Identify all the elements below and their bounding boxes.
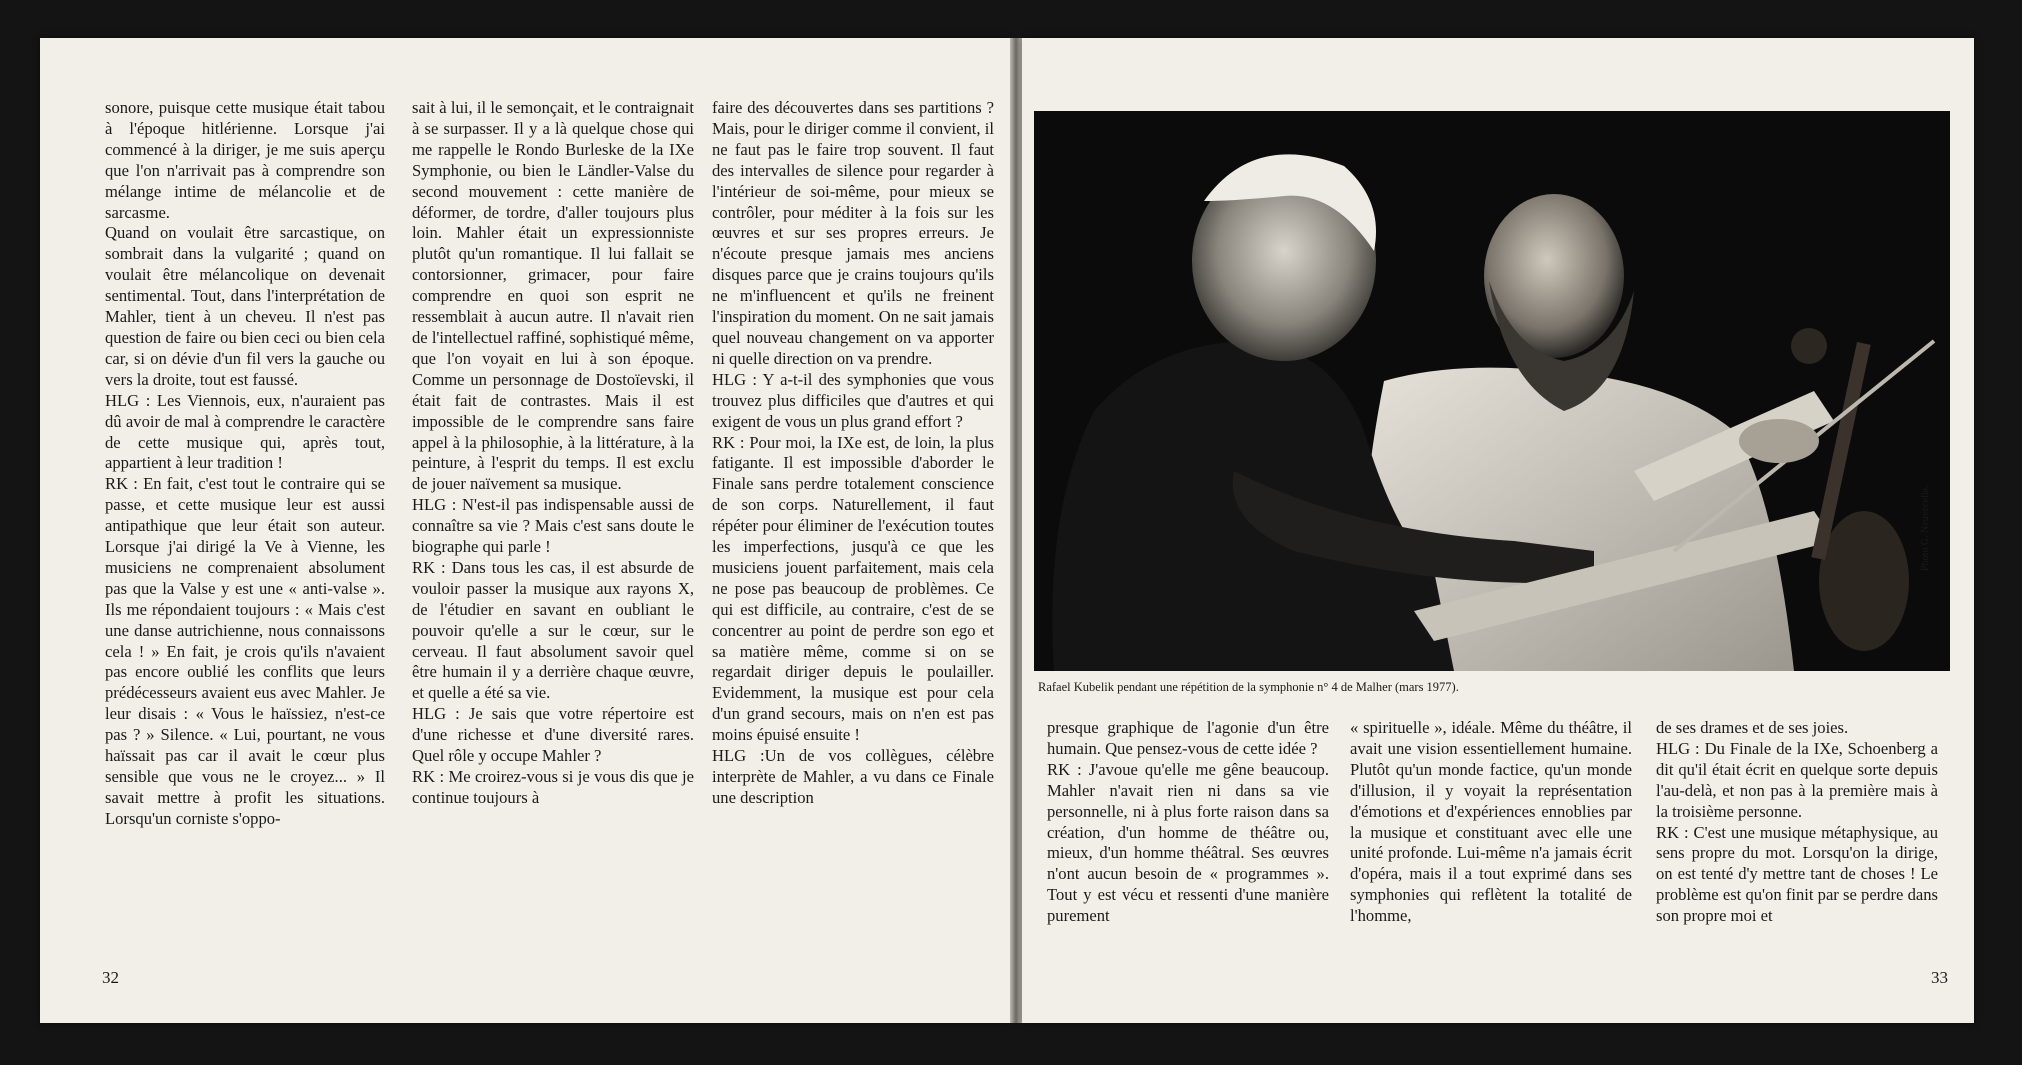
page-number: 33: [1931, 968, 1948, 987]
paragraph: sonore, puisque cette musique était tabou à l'époque hitlérienne. Lorsque j'ai commencé à la diriger, je me suis aperçu que l'on n'arrivait pas à comprendre son mélange intime de mélancolie et de sarcasme.: [105, 98, 385, 222]
paragraph: HLG : Les Viennois, eux, n'auraient pas dû avoir de mal à comprendre le caractère de cette musique qui, après tout, appartient à leur tradition !: [105, 390, 385, 473]
paragraph: presque graphique de l'agonie d'un être humain. Que pensez-vous de cette idée ?: [1047, 718, 1329, 758]
paragraph: HLG : Je sais que votre répertoire est d'une richesse et d'une diversité rares. Quel rôle y occupe Mahler ?: [412, 704, 694, 766]
paragraph: HLG :Un de vos collègues, célèbre interprète de Mahler, a vu dans ce Finale une description: [712, 746, 994, 807]
text-column-1: [1047, 718, 1329, 927]
paragraph: HLG : N'est-il pas indispensable aussi de connaître sa vie ? Mais c'est sans doute le biographe qui parle !: [412, 495, 694, 557]
text-column-2: [412, 98, 694, 809]
photo-credit: Photo G. Neuvecelle.: [1920, 485, 1931, 571]
book-gutter: [1010, 38, 1022, 1023]
photo-conductor-and-violinist: [1034, 111, 1950, 671]
left-page: [40, 38, 1010, 1023]
paragraph: faire des découvertes dans ses partitions ? Mais, pour le diriger comme il convient, il ne faut pas le faire trop souvent. Il faut des intervalles de silence pour regarder à l'intérieur de soi-même, pour mieux se contrôler, pour méditer à la fois sur les œuvres et sur ses propres erreurs. Je n'écoute presque jamais mes anciens disques parce que je crains toujours qu'ils ne m'influencent et qu'ils ne freinent l'inspiration du moment. On ne sait jamais quel nouveau changement on va apporter ni quelle direction on va prendre.: [712, 98, 994, 368]
photo-caption: Rafael Kubelik pendant une répétition de la symphonie n° 4 de Malher (mars 1977).: [1038, 680, 1459, 694]
text-column-3: [712, 98, 994, 809]
paragraph: RK : Me croirez-vous si je vous dis que je continue toujours à: [412, 767, 694, 807]
page-number: 32: [102, 968, 119, 987]
paragraph: HLG : Y a-t-il des symphonies que vous trouvez plus difficiles que d'autres et qui exigent de vous un plus grand effort ?: [712, 369, 994, 431]
paragraph: RK : C'est une musique métaphysique, au sens propre du mot. Lorsqu'on la dirige, on est tenté d'y mettre tant de choses ! Le problème est qu'on finit par se perdre dans son propre moi et: [1656, 822, 1938, 926]
text-column-2: [1350, 718, 1632, 927]
paragraph: RK : En fait, c'est tout le contraire qui se passe, et cette musique leur est aussi antipathique que leur était son auteur. Lorsque j'ai dirigé la Ve à Vienne, les musiciens ne comprenaient absolument pas que la Valse y est une « anti-valse ». Ils me répondaient toujours : « Mais c'est une danse autrichienne, nous connaissons cela ! » En fait, je crois qu'ils n'avaient pas encore oublié les conflits que leurs prédécesseurs avaient eus avec Mahler. Je leur disais : « Vous le haïssiez, n'est-ce pas ? » Silence. « Lui, pourtant, ne vous haïssait pas car il avait le cœur plus sensible que vous ne le croyez... » Il savait mettre à profit les situations. Lorsqu'un corniste s'oppo-: [105, 474, 385, 828]
text-column-1: [105, 98, 385, 830]
paragraph: sait à lui, il le semonçait, et le contraignait à se surpasser. Il y a là quelque chose qui me rappelle le Rondo Burleske de la IXe Symphonie, ou bien le Ländler-Valse du second mouvement : cette manière de déformer, de tordre, d'aller toujours plus loin. Mahler était un expressionniste plutôt qu'un romantique. Il lui fallait se contorsionner, grimacer, pour faire comprendre en quoi son esprit ne ressemblait à aucun autre. Il n'avait rien de l'intellectuel raffiné, sophistiqué même, que l'on voyait en lui à son époque. Comme un personnage de Dostoïevski, il était fait de contrastes. Mais il est impossible de le comprendre sans faire appel à la philosophie, à la littérature, à la peinture, à l'esprit du temps. Il est exclu de jouer naïvement sa musique.: [412, 98, 694, 494]
right-page: [1022, 38, 1974, 1023]
paragraph: « spirituelle », idéale. Même du théâtre, il avait une vision essentiellement humaine. Plutôt qu'un monde factice, qu'un monde d'illusion, il y voyait la représentation d'émotions et d'expériences ennoblies par la musique et constituant avec elle une unité profonde. Lui-même n'a jamais écrit d'opéra, mais il a tout exprimé dans ses symphonies qui reflètent la totalité de l'homme,: [1350, 718, 1632, 926]
paragraph: de ses drames et de ses joies.: [1656, 718, 1849, 737]
paragraph: RK : J'avoue qu'elle me gêne beaucoup. Mahler n'avait rien ni dans sa vie personnelle, ni à plus forte raison dans sa création, d'un homme de théâtre ou, mieux, d'un homme théâtral. Ses œuvres n'ont aucun besoin de « programmes ». Tout y est vécu et ressenti d'une manière purement: [1047, 759, 1329, 926]
paragraph: RK : Dans tous les cas, il est absurde de vouloir passer la musique aux rayons X, de l'étudier en savant en oubliant le pouvoir qu'elle a sur le cœur, sur le cerveau. Il faut absolument savoir quel être humain il y a derrière chaque œuvre, et quelle a été sa vie.: [412, 557, 694, 703]
paragraph: HLG : Du Finale de la IXe, Schoenberg a dit qu'il était écrit en quelque sorte depuis l'au-delà, et non pas à la première mais à la troisième personne.: [1656, 738, 1938, 821]
text-column-3: [1656, 718, 1938, 927]
paragraph: RK : Pour moi, la IXe est, de loin, la plus fatigante. Il est impossible d'aborder le Finale sans perdre totalement conscience de son corps. Naturellement, il faut répéter pour éliminer de l'exécution toutes les imperfections, jusqu'à ce que les musiciens jouent parfaitement, mais cela ne pose pas beaucoup de problèmes. Ce qui est difficile, au contraire, c'est de se concentrer au point de perdre son ego et sa matière même, comme si on se regardait diriger depuis le poulailler. Evidemment, la musique est pour cela d'un grand secours, mais on n'en est pas moins épuisé ensuite !: [712, 432, 994, 745]
paragraph: Quand on voulait être sarcastique, on sombrait dans la vulgarité ; quand on voulait être mélancolique on devenait sentimental. Tout, dans l'interprétation de Mahler, tient à un cheveu. Il n'est pas question de faire ou bien ceci ou bien cela car, si on dévie d'un fil vers la gauche ou vers la droite, tout est faussé.: [105, 223, 385, 389]
